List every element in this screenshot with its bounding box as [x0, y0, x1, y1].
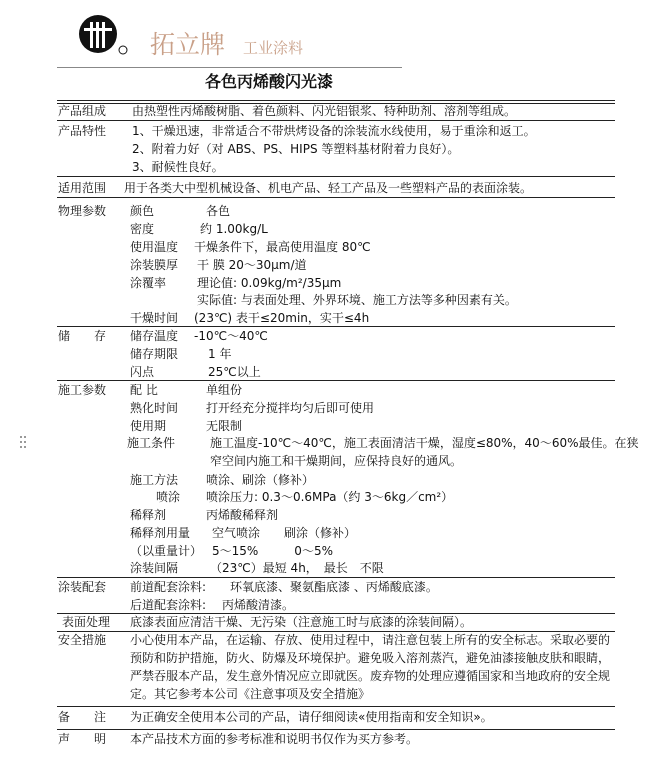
param-key: 后道配套涂料: [130, 598, 207, 612]
page-title: 各色丙烯酸闪光漆 [205, 72, 334, 91]
param-value: 理论值: 0.09kg/m²/35μm [197, 276, 342, 290]
param-value: 环氧底漆、聚氨酯底漆 、丙烯酸底漆。 [230, 580, 438, 594]
param-value: 约 1.00kg/L [200, 222, 268, 236]
param-key: 涂装间隔 [130, 561, 179, 575]
param-key: （以重量计） [130, 544, 203, 558]
param-key: 干燥时间 [130, 311, 179, 325]
header-divider [57, 67, 402, 68]
feature-item: 1、干燥迅速，非常适合不带烘烤设备的涂装流水线使用，易于重涂和返工。 [132, 124, 536, 138]
drag-handle-icon[interactable] [20, 436, 28, 450]
table-rule [57, 120, 615, 121]
param-value: 喷涂压力: 0.3～0.6MPa（约 3～6kg／cm²） [206, 490, 454, 504]
param-value: 无限制 [206, 419, 243, 433]
param-value: (23℃) 表干≤20min，实干≤4h [194, 311, 370, 325]
param-key: 稀释剂用量 [130, 526, 191, 540]
param-value: 实际值: 与表面处理、外界环境、施工方法等多种因素有关。 [197, 293, 517, 307]
brand-name: 拓立牌 [150, 30, 226, 59]
param-value: 1 年 [208, 347, 232, 361]
param-key: 施工条件 [127, 436, 176, 450]
param-key: 配 比 [130, 383, 158, 397]
row-label-features: 产品特性 [58, 124, 107, 138]
scope-text: 用于各类大中型机械设备、机电产品、轻工产品及一些塑料产品的表面涂装。 [124, 181, 533, 195]
param-key: 使用期 [130, 419, 167, 433]
param-value: 打开经充分搅拌均匀后即可使用 [206, 401, 375, 415]
param-key: 闪点 [130, 365, 155, 379]
param-value: 单组份 [206, 383, 243, 397]
param-value: 施工温度-10℃～40℃，施工表面清洁干燥，湿度≤80%，40～60%最佳。在狭 [210, 436, 639, 450]
param-key: 涂装膜厚 [130, 258, 179, 272]
table-rule [57, 197, 615, 198]
feature-item: 2、附着力好（对 ABS、PS、HIPS 等塑料基材附着力良好）。 [132, 142, 460, 156]
param-value: （23℃）最短 4h， 最长 不限 [210, 561, 384, 575]
brand-subtitle: 工业涂料 [243, 39, 304, 57]
table-rule [57, 380, 615, 381]
row-label-application: 施工参数 [58, 383, 107, 397]
param-key: 储存温度 [130, 329, 179, 343]
param-key: 稀释剂 [130, 508, 167, 522]
safety-line: 预防和防护措施，防火、防爆及环境保护。避免吸入溶剂蒸汽，避免油漆接触皮肤和眼睛， [130, 651, 611, 665]
row-label-surface: 表面处理 [62, 615, 111, 629]
statement-text: 本产品技术方面的参考标准和说明书仅作为买方参考。 [130, 732, 419, 746]
param-key: 前道配套涂料: [130, 580, 207, 594]
row-label-storage: 储 存 [58, 329, 107, 343]
row-label-composition: 产品组成 [58, 104, 107, 118]
table-rule [57, 706, 615, 707]
safety-line: 严禁吞服本产品，发生意外情况应立即就医。废弃物的处理应遵循国家和当地政府的安全规 [130, 669, 611, 683]
note-text: 为正确安全使用本公司的产品，请仔细阅读«使用指南和安全知识»。 [130, 710, 493, 724]
param-key: 储存期限 [130, 347, 179, 361]
table-rule [57, 100, 615, 101]
param-key: 熟化时间 [130, 401, 179, 415]
table-rule [57, 577, 615, 578]
param-value: 干燥条件下，最高使用温度 80℃ [194, 240, 371, 254]
param-key: 使用温度 [130, 240, 179, 254]
param-value: 窄空间内施工和干燥期间，应保持良好的通风。 [210, 454, 463, 468]
param-key: 施工方法 [130, 473, 179, 487]
param-value: -10℃～40℃ [194, 329, 268, 343]
param-value: 干 膜 20～30μm/道 [197, 258, 307, 272]
composition-text: 由热塑性丙烯酸树脂、着色颜料、闪光铝银浆、特种助剂、溶剂等组成。 [132, 104, 517, 118]
company-logo [76, 12, 132, 58]
param-key: 喷涂 [156, 490, 181, 504]
param-value: 喷涂、刷涂（修补） [206, 473, 315, 487]
param-key: 颜色 [130, 204, 155, 218]
table-rule [57, 729, 615, 730]
param-value: 5～15% 0～5% [212, 544, 333, 558]
row-label-safety: 安全措施 [58, 633, 107, 647]
param-key: 密度 [130, 222, 155, 236]
row-label-scope: 适用范围 [58, 181, 107, 195]
safety-line: 小心使用本产品，在运输、存放、使用过程中，请注意包装上所有的安全标志。采取必要的 [130, 633, 611, 647]
row-label-note: 备 注 [58, 710, 107, 724]
row-label-statement: 声 明 [58, 732, 107, 746]
table-rule [57, 176, 615, 177]
safety-line: 定。其它参考本公司《注意事项及安全措施》 [130, 687, 371, 701]
param-value: 丙烯酸清漆。 [222, 598, 295, 612]
row-label-physical: 物理参数 [58, 204, 107, 218]
table-rule [57, 326, 615, 327]
param-key: 涂覆率 [130, 276, 167, 290]
param-value: 丙烯酸稀释剂 [206, 508, 279, 522]
feature-item: 3、耐候性良好。 [132, 160, 224, 174]
param-value: 25℃以上 [208, 365, 261, 379]
row-label-system: 涂装配套 [58, 580, 107, 594]
param-value: 各色 [206, 204, 231, 218]
param-value: 空气喷涂 刷涂（修补） [212, 526, 357, 540]
surface-text: 底漆表面应清洁干燥、无污染（注意施工时与底漆的涂装间隔）。 [130, 615, 473, 629]
